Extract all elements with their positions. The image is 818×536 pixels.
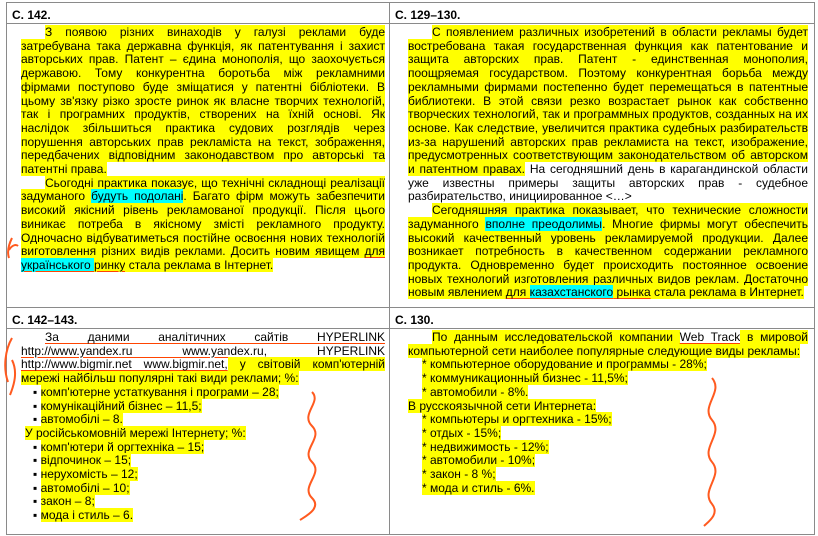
list-item <box>408 372 808 386</box>
bullet-icon: ▪ <box>33 480 41 495</box>
list-item <box>21 468 385 482</box>
bullet-icon: ▪ <box>33 453 41 468</box>
underlined-word: для <box>364 244 385 259</box>
list-item-text: * отдых - 15%; <box>422 425 502 440</box>
sublist-heading-ru: В русскоязычной сети Интернета: <box>408 398 597 413</box>
list-item <box>21 441 385 455</box>
intro-rest-ru: в мировой компьютерной сети наиболее популярные следующие виды рекламы: <box>408 330 808 358</box>
paragraph-2-end: стала реклама в Інтернет. <box>125 257 274 272</box>
underlined-market-word: ринку <box>94 257 126 272</box>
list-item-text: комп'ютери й оргтехніка – 15; <box>40 439 205 454</box>
paragraph-1: З появою різних винаходів у галузі реклами буде затребувана така державна функція, як патентування і захист авторських прав. Патент – єдина монополія, що заохочується державою. Тому конкурентна боротьба між рекламними фірмами поступово буде зміщатися у патентні бібліотеки. В цьому зв'язку різко зросте ринок як власне творчих технологій, так і програмних продуктів, створених на їхній основі. Як наслідок збільшиться практика судових розглядів через порушення авторських прав рекламіста на текст, зображення, передбачених відповідним законодавством про авторські та патентні права. <box>21 25 385 177</box>
list-item-text: автомобілі – 10; <box>40 480 130 495</box>
list-item <box>408 358 808 372</box>
list-item-text: нерухомість – 12; <box>40 467 138 482</box>
list-item-text: * недвижимость - 12%; <box>422 439 549 454</box>
intro-sources: За даними аналітичних сайтів HYPERLINK http://www.yandex.ru www.yandex.ru, HYPERLINK http://www.bigmir.net www.bigmir.net, <box>21 330 385 372</box>
paragraph-2-body: . Багато фірм можуть забезпечити високий якісний рівень рекламованої продукції. Після цього виникає потреба в якісному змісті рекламного продукту. Одночасно відбуватиметься постійне освоєння нових технологій виготовлення різних видів реклами. Досить новим явищем <box>21 189 385 259</box>
list-item <box>408 386 808 400</box>
list-world-ru <box>408 358 808 399</box>
cell-header-bottom-right: С. 130. <box>390 308 815 329</box>
list-world <box>21 386 385 427</box>
list-item <box>408 427 808 441</box>
list-item-text: * автомобили - 10%; <box>422 453 536 468</box>
list-item <box>21 509 385 523</box>
list-item <box>408 468 808 482</box>
list-item-text: відпочинок – 15; <box>40 453 132 468</box>
list-item-text: * компьютерное оборудование и программы - 28%; <box>422 357 707 372</box>
list-item <box>21 400 385 414</box>
underlined-word-ru: для <box>505 285 530 300</box>
cell-header-top-right: С. 129–130. <box>390 3 815 24</box>
bullet-icon: ▪ <box>33 467 41 482</box>
list-item <box>21 482 385 496</box>
underlined-market-word-ru: рынка <box>613 285 651 300</box>
list-item-text: закон – 8; <box>40 494 95 509</box>
list-russian-web <box>21 441 385 523</box>
list-item <box>21 413 385 427</box>
list-item-text: * автомобили - 8%. <box>422 384 529 399</box>
bullet-icon: ▪ <box>33 494 41 509</box>
company-name: Web Track <box>679 330 741 344</box>
list-item-text: автомобілі – 8. <box>40 412 123 427</box>
list-item <box>408 454 808 468</box>
cell-ukrainian-text <box>7 24 390 308</box>
cell-header-bottom-left: С. 142–143. <box>7 308 390 329</box>
cell-ukrainian-list <box>7 329 390 535</box>
list-item <box>408 413 808 427</box>
bullet-icon: ▪ <box>33 412 41 427</box>
sublist-heading: У російськомовній мережі Інтернету; %: <box>25 425 246 440</box>
list-item <box>21 495 385 509</box>
highlight-region-word-ru: казахстанского <box>529 285 614 300</box>
list-item-text: * компьютеры и оргтехника - 15%; <box>422 412 612 427</box>
bullet-icon: ▪ <box>33 398 41 413</box>
list-item-text: мода і стиль – 6. <box>40 508 134 523</box>
intro-rest: у світовій комп'ютерній мережі найбільш популярні такі види реклами; %: <box>21 357 385 386</box>
list-item <box>21 386 385 400</box>
cell-russian-list <box>390 329 815 535</box>
paragraph-1-ru: С появлением различных изобретений в области рекламы будет востребована такая государственная функция как патентование и защита авторских прав. Патент - единственная монополия, поощряемая государством. Поэтому конкурентная борьба между рекламными фирмами постепенно будет перемещаться в патентные библиотеки. В этой связи резко возрастает рынок как собственно творческих технологий, так и программных продуктов, созданных на их основе. Как следствие, увеличится практика судебных разбирательств из-за нарушений авторских прав рекламиста на текст, изображение, предусмотренных соответствующим законодательством об авторском и патентном правах. <box>408 25 808 177</box>
list-item <box>408 441 808 455</box>
comparison-table <box>6 2 815 535</box>
bullet-icon: ▪ <box>33 439 41 454</box>
list-item-text: * закон - 8 %; <box>422 467 496 482</box>
paragraph-1-tail-ru: На сегодняшний день в карагандинской области уже известны примеры защиты авторских прав - судебное разбирательство, инициированное <…> <box>408 162 808 204</box>
list-russian-web-ru <box>408 413 808 495</box>
cell-header-top-left: С. 142. <box>7 3 390 24</box>
list-item-text: * коммуникационный бизнес - 11,5%; <box>422 371 628 386</box>
bullet-icon: ▪ <box>33 384 41 399</box>
intro-start-ru: По данным исследовательской компании <box>432 330 680 344</box>
list-item <box>408 482 808 496</box>
paragraph-2-start: Сьогодні практика показує, що технічні складнощі реалізації задуманого <box>21 175 385 204</box>
list-item-text: комп'ютерне устаткування і програми – 28; <box>40 384 279 399</box>
cell-russian-text <box>390 24 815 308</box>
highlight-phrase: будуть подолані <box>91 189 184 204</box>
bullet-icon: ▪ <box>33 508 41 523</box>
list-item-text: комунікаційний бізнес – 11,5; <box>40 398 202 413</box>
paragraph-2-end-ru: стала реклама в Интернет. <box>650 285 804 300</box>
list-item <box>21 454 385 468</box>
highlight-phrase-ru: вполне преодолимы <box>485 216 603 231</box>
list-item-text: * мода и стиль - 6%. <box>422 480 535 495</box>
paragraph-2-body-ru: . Многие фирмы могут обеспечить высокий качественный уровень рекламируемой продукции. Далее возникает потребность в качественном содержании рекламного продукта. Одновременно будет происходить постоянное освоение новых технологий изготовления различных видов реклам. Достаточно новым явлением <box>408 216 808 300</box>
highlight-region-word: українського <box>21 257 94 272</box>
paragraph-2-start-ru: Сегодняшняя практика показывает, что технические сложности задуманного <box>408 203 808 231</box>
